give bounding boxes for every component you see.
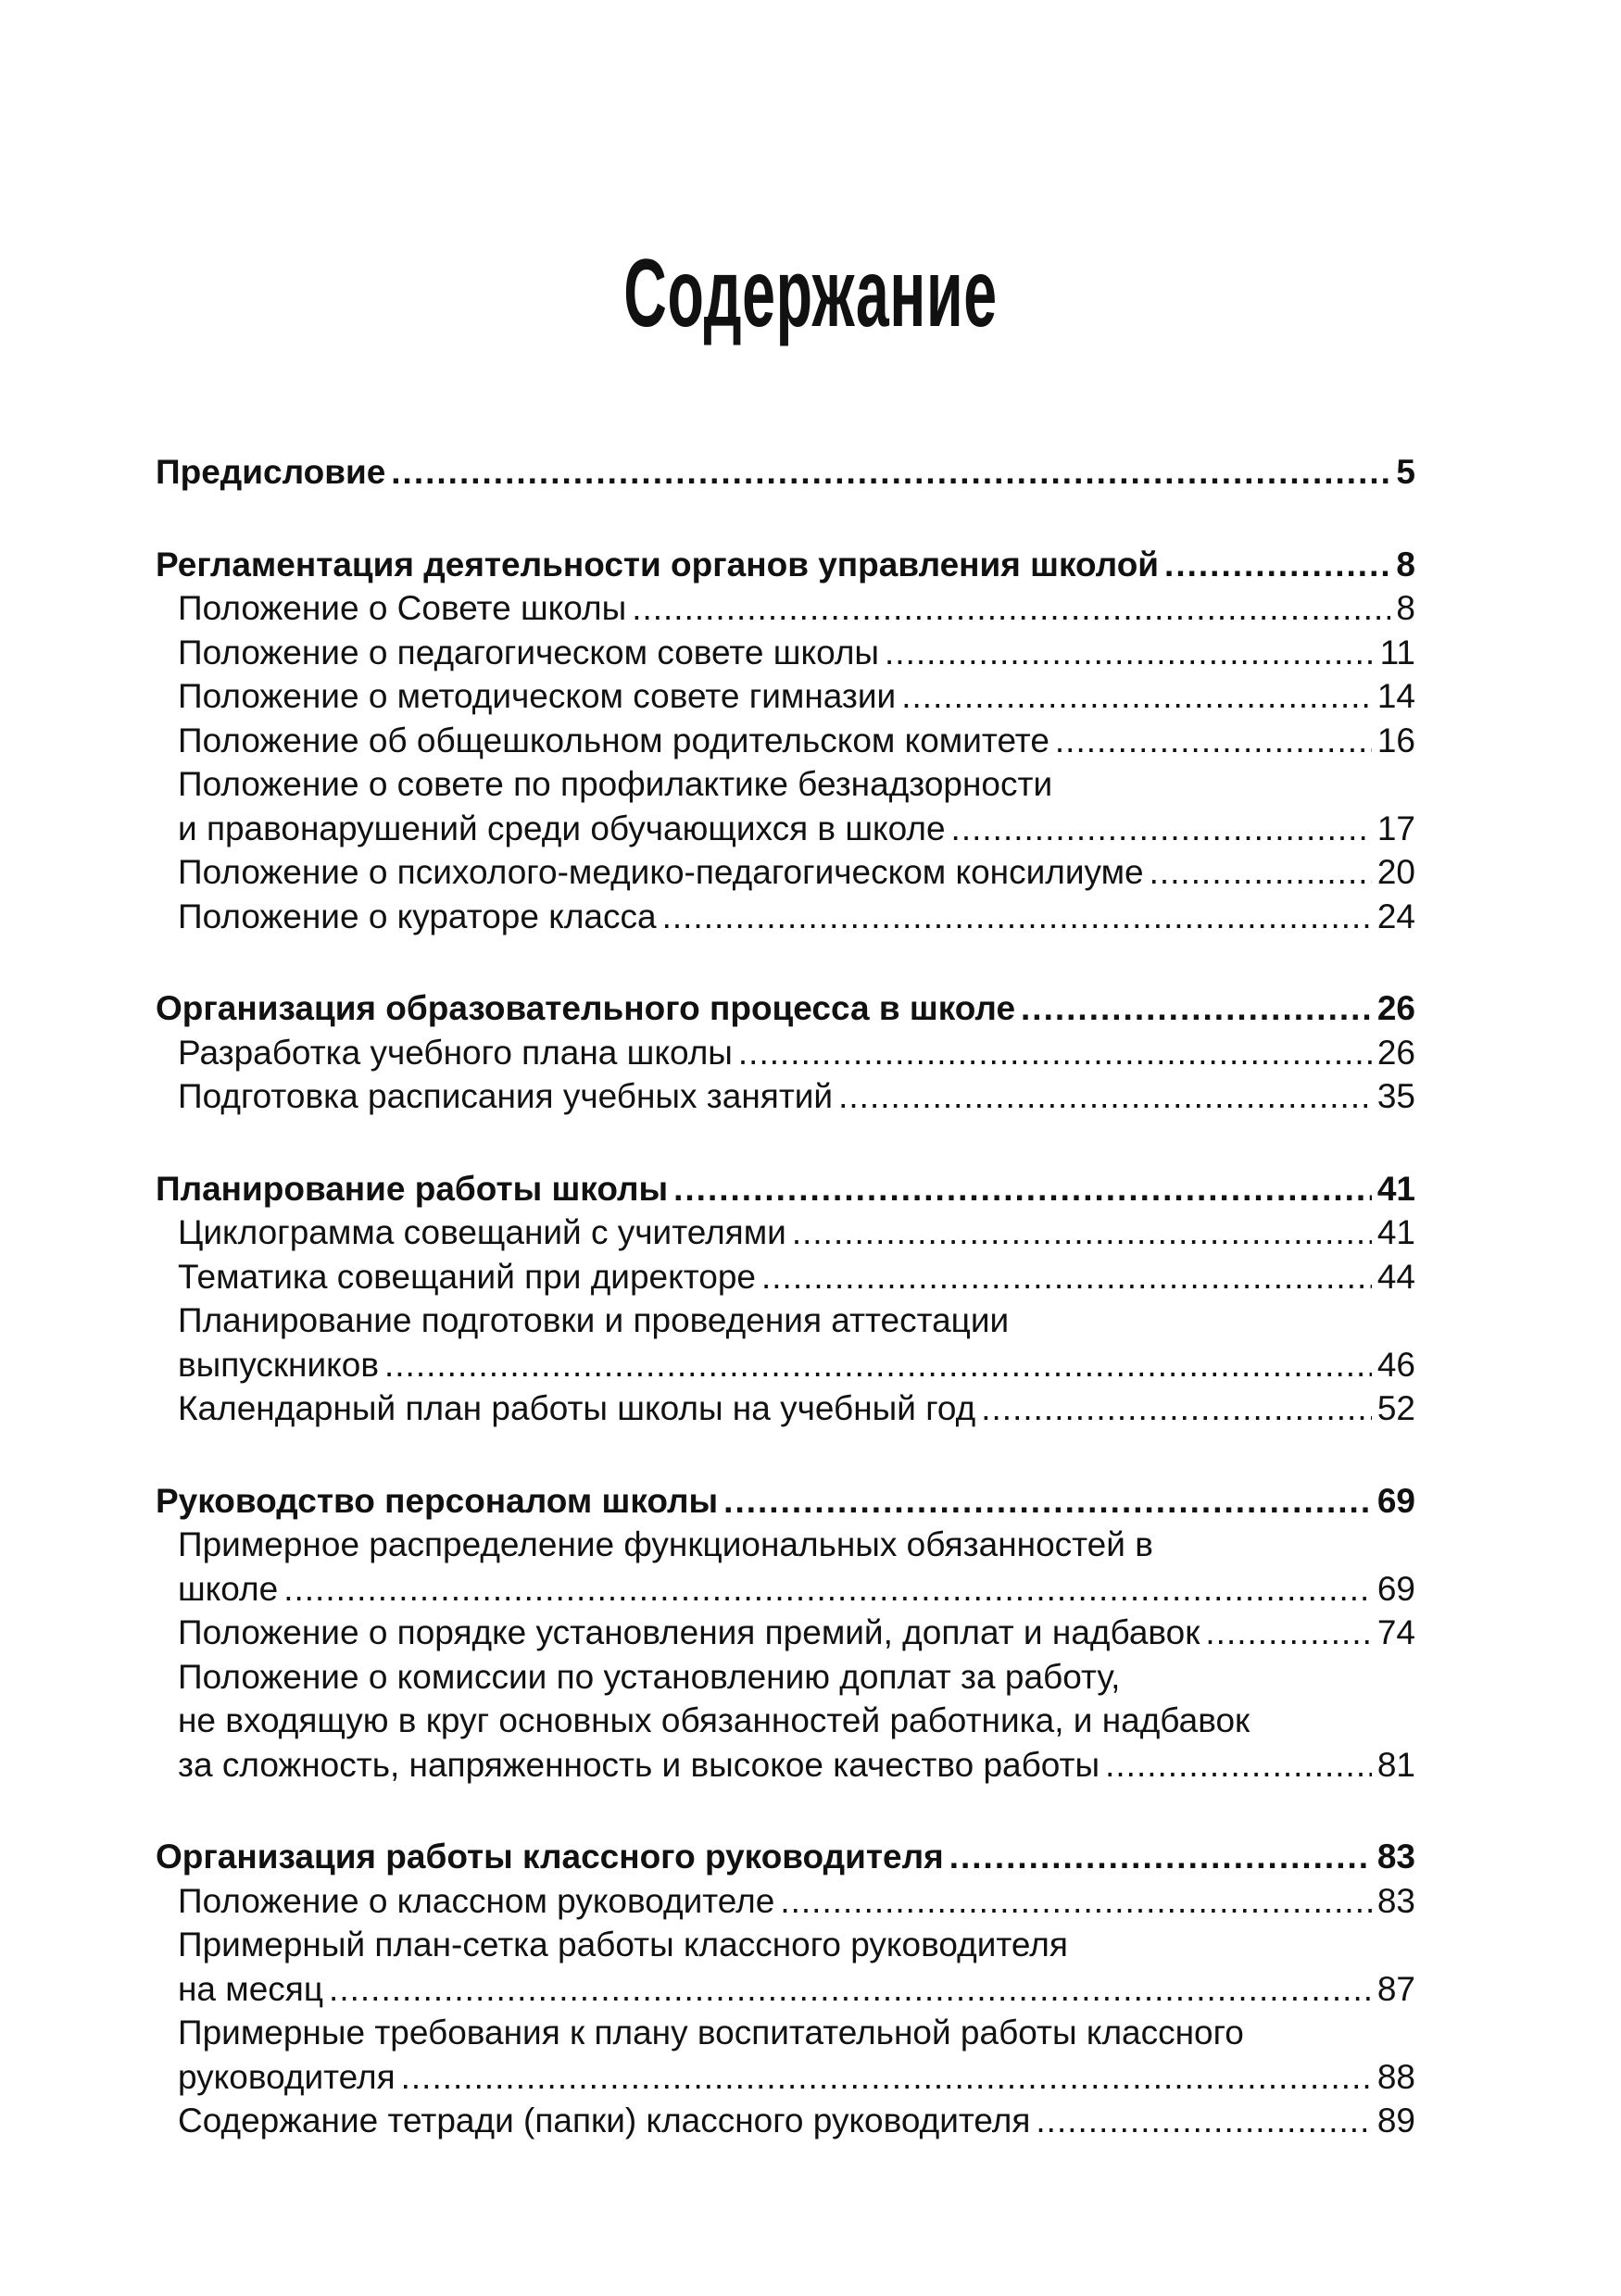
toc-page-number: 83 <box>1376 1838 1415 1876</box>
toc-page-number: 17 <box>1376 809 1415 847</box>
toc-entry-label: Положение о комиссии по установлению доплат за работу, <box>178 1657 1121 1696</box>
dot-leader <box>1205 1611 1371 1655</box>
toc-entry[interactable] <box>156 807 1415 851</box>
toc-entry-label: Примерный план-сетка работы классного руководителя <box>178 1926 1068 1964</box>
toc-page-number: 46 <box>1376 1345 1415 1384</box>
toc-page-number: 5 <box>1396 453 1415 491</box>
toc-entry[interactable] <box>156 1655 1415 1700</box>
toc-entry[interactable] <box>156 762 1415 807</box>
toc-entry-label: Циклограмма совещаний с учителями <box>178 1213 786 1251</box>
toc-entry[interactable] <box>156 1523 1415 1567</box>
toc-heading-label: Руководство персоналом школы <box>156 1481 719 1520</box>
dot-leader <box>384 1343 1372 1387</box>
toc-page-number: 16 <box>1376 721 1415 759</box>
toc-entry-label: Положение о Совете школы <box>178 589 627 627</box>
toc-entry[interactable] <box>156 1567 1415 1612</box>
toc-entry[interactable] <box>156 1967 1415 2012</box>
dot-leader <box>673 1167 1372 1211</box>
dot-leader <box>1021 986 1372 1031</box>
toc-section-heading[interactable] <box>156 1835 1415 1879</box>
toc-heading-label: Предисловие <box>156 453 386 491</box>
toc-entry-label: на месяц <box>178 1969 324 2008</box>
toc-heading-label: Регламентация деятельности органов управления школой <box>156 545 1160 583</box>
dot-leader <box>1055 719 1372 763</box>
toc-entry-label: школе <box>178 1569 279 1608</box>
dot-leader <box>1036 2099 1371 2143</box>
toc-entry[interactable] <box>156 1255 1415 1299</box>
toc-entry[interactable] <box>156 586 1415 631</box>
toc-entry-label: выпускников <box>178 1345 379 1384</box>
toc-page-number: 35 <box>1376 1077 1415 1115</box>
toc-entry[interactable] <box>156 1743 1415 1788</box>
toc-section <box>156 1167 1415 1431</box>
toc-page-number: 8 <box>1396 545 1415 583</box>
toc-entry-label: Положение о педагогическом совете школы <box>178 633 880 671</box>
dot-leader <box>1105 1743 1372 1788</box>
toc-entry-label: Положение о порядке установления премий, доплат и надбавок <box>178 1613 1200 1651</box>
dot-leader <box>838 1074 1372 1119</box>
toc-entry[interactable] <box>156 1923 1415 1967</box>
toc-entry[interactable] <box>156 1031 1415 1075</box>
dot-leader <box>1164 543 1390 587</box>
dot-leader <box>901 674 1372 719</box>
toc-page-number: 69 <box>1376 1569 1415 1608</box>
dot-leader <box>792 1211 1372 1255</box>
toc-entry[interactable] <box>156 1386 1415 1431</box>
toc-entry-label: не входящую в круг основных обязанностей работника, и надбавок <box>178 1701 1250 1739</box>
dot-leader <box>283 1567 1372 1612</box>
toc-page-number: 88 <box>1376 2057 1415 2096</box>
toc-entry[interactable] <box>156 2055 1415 2100</box>
toc-entry-label: Подготовка расписания учебных занятий <box>178 1077 834 1115</box>
toc-entry-label: Календарный план работы школы на учебный год <box>178 1389 976 1427</box>
dot-leader <box>632 586 1390 631</box>
toc-section <box>156 450 1415 495</box>
toc-section <box>156 1835 1415 2143</box>
toc-entry[interactable] <box>156 1299 1415 1343</box>
toc-page-number: 69 <box>1376 1481 1415 1520</box>
dot-leader <box>723 1479 1372 1524</box>
dot-leader <box>949 1835 1372 1879</box>
toc-section-heading[interactable] <box>156 986 1415 1031</box>
toc-page-number: 20 <box>1376 853 1415 891</box>
toc-entry[interactable] <box>156 719 1415 763</box>
toc-entry[interactable] <box>156 2099 1415 2143</box>
toc-section-heading[interactable] <box>156 1479 1415 1524</box>
toc-entry-label: Положение о классном руководителе <box>178 1881 775 1920</box>
toc-entry-label: Планирование подготовки и проведения аттестации <box>178 1301 1010 1339</box>
toc-entry-label: руководителя <box>178 2057 396 2096</box>
toc-entry[interactable] <box>156 1699 1415 1743</box>
toc-entry-label: Содержание тетради (папки) классного руководителя <box>178 2102 1031 2139</box>
toc-entry[interactable] <box>156 674 1415 719</box>
toc-entry[interactable] <box>156 1074 1415 1119</box>
toc-section <box>156 543 1415 939</box>
toc-page-number: 41 <box>1376 1213 1415 1251</box>
toc-heading-label: Планирование работы школы <box>156 1169 669 1208</box>
toc-entry-label: Положение о методическом совете гимназии <box>178 677 897 715</box>
toc-heading-label: Организация работы классного руководителя <box>156 1838 944 1876</box>
toc-section <box>156 1479 1415 1788</box>
toc-entry-label: Примерное распределение функциональных обязанностей в <box>178 1525 1153 1563</box>
dot-leader <box>391 450 1390 495</box>
toc-entry-label: Положение о кураторе класса <box>178 897 657 935</box>
toc-page-number: 74 <box>1376 1613 1415 1651</box>
toc-entry[interactable] <box>156 631 1415 675</box>
toc-page-number: 26 <box>1376 989 1415 1027</box>
dot-leader <box>662 895 1372 939</box>
dot-leader <box>885 631 1375 675</box>
toc-heading-label: Организация образовательного процесса в школе <box>156 989 1016 1027</box>
page-title: Содержание <box>623 240 998 347</box>
dot-leader <box>738 1031 1372 1075</box>
dot-leader <box>401 2055 1372 2100</box>
dot-leader <box>329 1967 1372 2012</box>
toc-section-heading[interactable] <box>156 450 1415 495</box>
toc-entry-label: и правонарушений среди обучающихся в школе <box>178 809 946 847</box>
toc-page-number: 41 <box>1376 1169 1415 1208</box>
toc-entry[interactable] <box>156 850 1415 895</box>
toc-entry-label: Примерные требования к плану воспитательной работы классного <box>178 2014 1244 2051</box>
toc-entry[interactable] <box>156 1343 1415 1387</box>
toc-entry-label: Положение о психолого-медико-педагогическом консилиуме <box>178 853 1144 891</box>
toc-entry-label: Тематика совещаний при директоре <box>178 1257 756 1296</box>
toc-section-heading[interactable] <box>156 1167 1415 1211</box>
toc-entry[interactable] <box>156 895 1415 939</box>
toc-entry[interactable] <box>156 1879 1415 1924</box>
toc-page-number: 11 <box>1379 633 1415 671</box>
toc-entry[interactable] <box>156 2011 1415 2055</box>
toc-page-number: 8 <box>1396 589 1415 627</box>
toc-entry-label: Разработка учебного плана школы <box>178 1033 733 1072</box>
toc-page-number: 44 <box>1376 1257 1415 1296</box>
toc-entry-label: за сложность, напряженность и высокое качество работы <box>178 1745 1100 1784</box>
toc-page-number: 83 <box>1376 1881 1415 1920</box>
toc-page-number: 87 <box>1376 1969 1415 2008</box>
toc-entry-label: Положение об общешкольном родительском комитете <box>178 721 1049 759</box>
toc-entry-label: Положение о совете по профилактике безнадзорности <box>178 765 1053 803</box>
dot-leader <box>780 1879 1372 1924</box>
table-of-contents <box>156 450 1415 2191</box>
toc-page-number: 14 <box>1376 677 1415 715</box>
toc-page-number: 24 <box>1376 897 1415 935</box>
dot-leader <box>1150 850 1372 895</box>
toc-section <box>156 986 1415 1119</box>
toc-page-number: 81 <box>1376 1745 1415 1784</box>
toc-entry[interactable] <box>156 1211 1415 1255</box>
toc-page-number: 52 <box>1376 1389 1415 1427</box>
toc-entry[interactable] <box>156 1611 1415 1655</box>
toc-page-number: 26 <box>1376 1033 1415 1072</box>
dot-leader <box>981 1386 1372 1431</box>
dot-leader <box>951 807 1372 851</box>
toc-section-heading[interactable] <box>156 543 1415 587</box>
dot-leader <box>761 1255 1372 1299</box>
toc-page-number: 89 <box>1376 2102 1415 2139</box>
